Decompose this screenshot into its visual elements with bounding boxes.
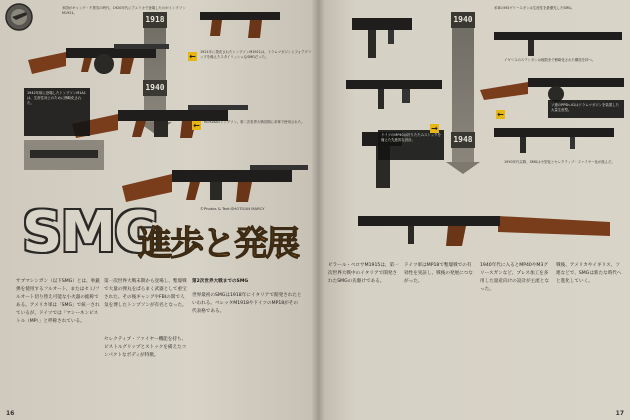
- pistol-detail-image: [190, 6, 290, 42]
- caption-3: 1942年頃に登場したトンプソンM1A1は、生産性向上のために簡略化された。: [24, 88, 90, 136]
- m3-grease-gun-image: [348, 10, 418, 62]
- caption-1: 米国がギャング・不景気の時代、1920年代にアメリカで登場したのがトンプソンM1921。: [62, 6, 186, 16]
- caption-4: M1928A1トンプソン。第二次世界大戦初期に米軍で使用された。: [204, 120, 305, 124]
- caption-1: 米軍のM3グリースガンは生産性を最優先したSMG。: [494, 6, 575, 10]
- page-number: 16: [6, 410, 15, 417]
- right-page: [318, 0, 630, 420]
- body-column: ビラール・ペロサM1915は、第一次世界大戦中のイタリアで開発されたSMGの先駆けである。: [328, 263, 399, 284]
- small-smg-image: [490, 118, 620, 158]
- detail-photo-image: [24, 140, 104, 170]
- arrow-icon: ←: [193, 121, 200, 130]
- page-number: 17: [615, 410, 624, 417]
- arrow-icon: ←: [497, 110, 504, 119]
- arrow-icon: ←: [189, 52, 196, 61]
- body-column: 戦後、アメリカやイギリス、ソ連などで、SMGは新たな時代へと進化していく。: [556, 263, 622, 284]
- timeline-bar: [452, 14, 474, 164]
- caption-2: ドイツのMP40は折りたたみストックを備えた先進的な設計。: [378, 130, 444, 160]
- sten-gun-image: [488, 18, 628, 58]
- badge-icon: [4, 2, 34, 32]
- body-column: セレクティブ・ファイヤー機能を持ち、ピストルグリップとストックを備えたコンパクトなボディが特徴。: [104, 337, 187, 358]
- mp40-image: [338, 70, 448, 110]
- year-label-top: 1940: [451, 12, 475, 28]
- body-column: ドイツ軍はMP18で塹壕戦での有効性を実証し、戦後の発展につながった。: [404, 263, 473, 284]
- body-column: 世界最初のSMGは1918年にイタリアで開発されたといわれる。ベレッタM1918やドイツのMP18がその代表格である。: [192, 293, 302, 314]
- arrow-icon: →: [431, 124, 438, 133]
- caption-5: ソ連のPPSh-41はドラムマガジンを装着した大量生産型。: [548, 100, 624, 118]
- body-column: 第一次世界大戦末期から登場し、塹壕戦で大量の弾丸をばらまく武器として重宝された。その後ギャングやFBIの間で人気を博したトンプソンが有名となった。: [104, 279, 187, 308]
- caption-4: 1950年代以降、SMGは小型化とセレクティブ・ファイヤー化が進んだ。: [504, 160, 615, 164]
- title-japanese: 進歩と発展: [138, 224, 298, 264]
- caption-2: 1921年に発売されたトンプソンM1921は、ドラムマガジンとフォアグリップを備えたスタイリッシュなSMGだった。: [200, 50, 312, 60]
- beretta-smg-image: [348, 196, 618, 252]
- year-label-mid: 1940: [143, 80, 167, 96]
- body-column: 第2次世界大戦までのSMG: [192, 279, 249, 284]
- body-column: 1940年代に入るとMP40やM3グリースガンなど、プレス加工を多用した量産向けの設計が主流となった。: [480, 263, 549, 292]
- year-label-mid: 1948: [451, 132, 475, 148]
- photo-credit: ©Photos & Text:SHOTGUN MARCY: [200, 206, 265, 211]
- thompson-m1921-image: [26, 30, 176, 80]
- year-label-top: 1918: [143, 12, 167, 28]
- caption-3: イギリスのステンガンは極限まで簡略化された構造を持つ。: [504, 58, 596, 62]
- title-latin: SMG: [22, 200, 159, 265]
- body-column: サブマシンガン（以下SMG）とは、拳銃弾を使用するフルオート、またはセミ/フルオート切り替え可能な小火器の総称である。アメリカ軍は「SMG」で統一されているが、ドイツでは「マシーネンピストル（MP）」と呼称されている。: [16, 279, 100, 324]
